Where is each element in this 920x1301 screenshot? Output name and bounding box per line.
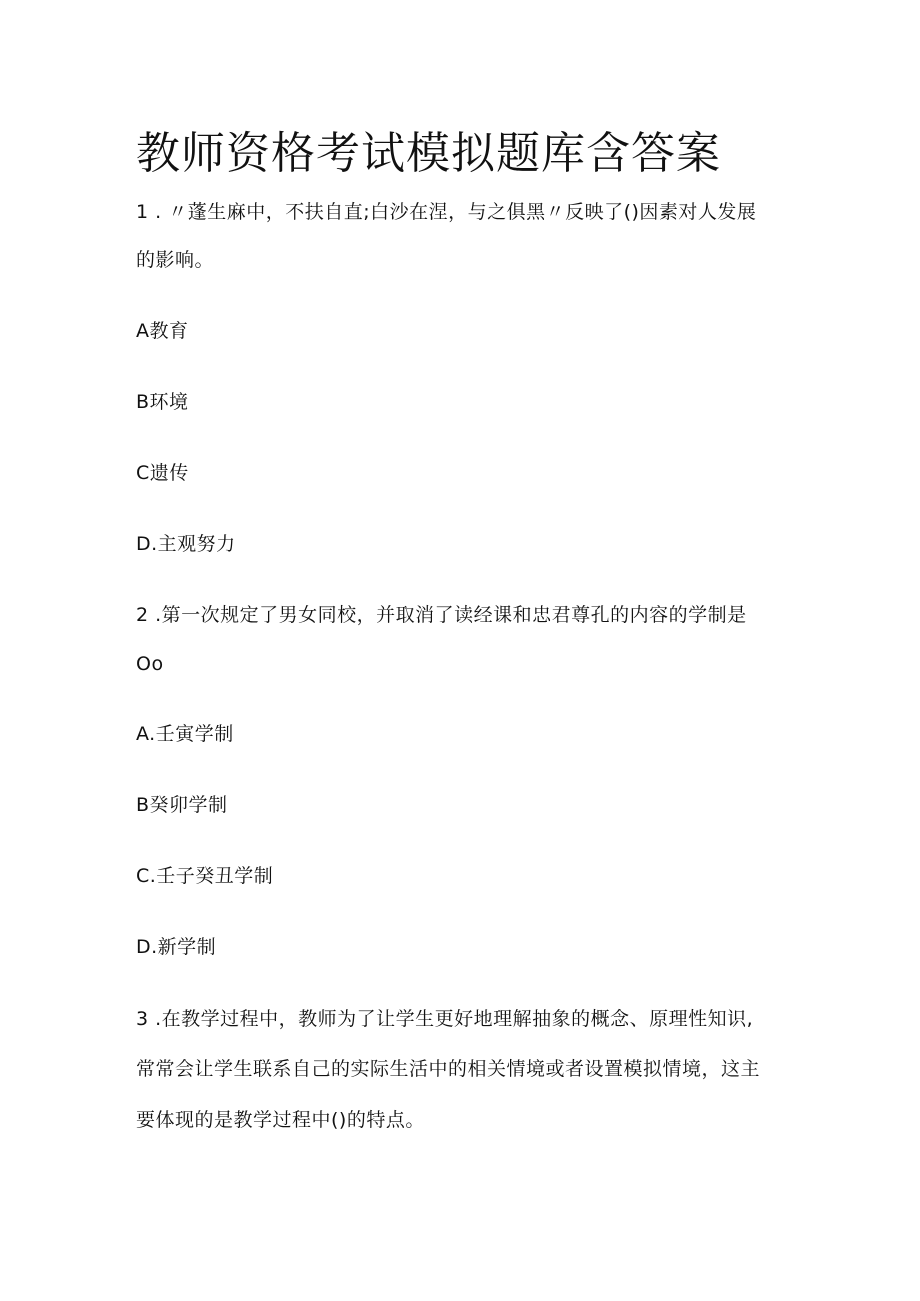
document-title: 教师资格考试模拟题库含答案 — [136, 128, 721, 179]
question-2-text-line-1: 2 .第一次规定了男女同校，并取消了读经课和忠君尊孔的内容的学制是 — [136, 604, 747, 626]
question-2-text-line-2: Oo — [136, 653, 164, 675]
question-1-option-a: A教育 — [136, 320, 189, 342]
question-2-option-a: A.壬寅学制 — [136, 723, 234, 745]
question-1-text-line-1: 1 . 〃蓬生麻中，不扶自直;白沙在涅，与之俱黑〃反映了()因素对人发展 — [136, 201, 757, 223]
question-1-option-b: B环境 — [136, 391, 189, 413]
question-1-text-line-2: 的影响。 — [136, 249, 215, 271]
question-1-option-c: C遗传 — [136, 462, 189, 484]
question-3-text-line-1: 3 .在教学过程中，教师为了让学生更好地理解抽象的概念、原理性知识, — [136, 1008, 754, 1030]
question-3-text-line-2: 常常会让学生联系自己的实际生活中的相关情境或者设置模拟情境，这主 — [136, 1058, 761, 1080]
question-2-option-d: D.新学制 — [136, 936, 217, 958]
question-3-text-line-3: 要体现的是教学过程中()的特点。 — [136, 1109, 425, 1131]
question-2-option-c: C.壬子癸丑学制 — [136, 865, 274, 887]
question-1-option-d: D.主观努力 — [136, 533, 236, 555]
question-2-option-b: B癸卯学制 — [136, 794, 228, 816]
